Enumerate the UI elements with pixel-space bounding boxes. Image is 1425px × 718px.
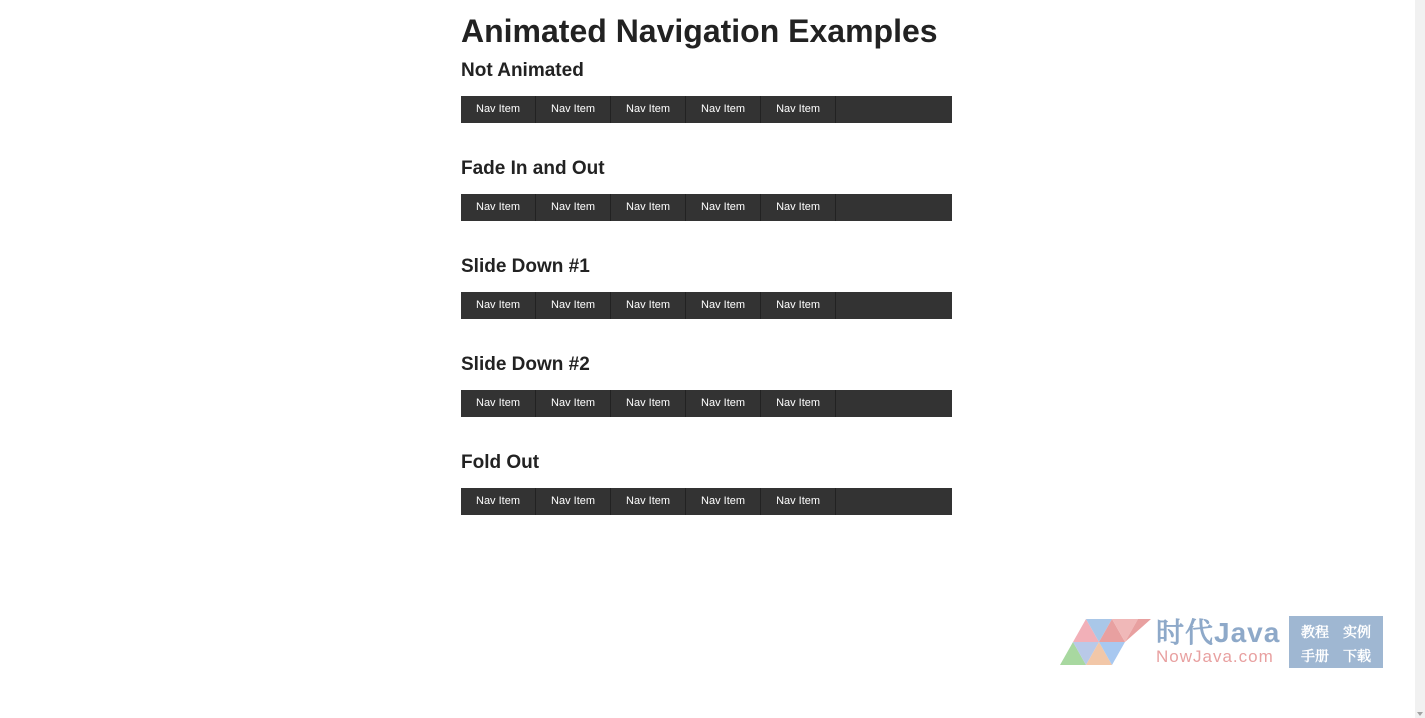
nav-item[interactable]: Nav Item: [536, 488, 611, 515]
watermark-link-examples[interactable]: 实例: [1343, 624, 1371, 640]
section-not-animated: [461, 60, 952, 123]
triangle-logo-icon: [1060, 619, 1152, 665]
nav-bar: [461, 488, 952, 515]
nav-item[interactable]: Nav Item: [536, 194, 611, 221]
nav-item[interactable]: Nav Item: [686, 390, 761, 417]
vertical-scrollbar[interactable]: [1415, 0, 1425, 718]
nav-bar: [461, 96, 952, 123]
watermark-domain: NowJava.com: [1156, 647, 1274, 666]
main-content: [461, 0, 952, 515]
nav-item[interactable]: Nav Item: [761, 96, 836, 123]
section-heading: Fold Out: [461, 452, 540, 473]
nav-item[interactable]: Nav Item: [761, 292, 836, 319]
nav-item[interactable]: Nav Item: [761, 488, 836, 515]
section-heading: Slide Down #1: [461, 256, 590, 277]
nav-item[interactable]: Nav Item: [611, 488, 686, 515]
page-title: Animated Navigation Examples: [461, 13, 938, 49]
section-slide-down-2: [461, 354, 952, 417]
nav-item[interactable]: Nav Item: [461, 194, 536, 221]
nav-item[interactable]: Nav Item: [686, 292, 761, 319]
watermark-brand: 时代Java: [1156, 617, 1281, 648]
nav-item[interactable]: Nav Item: [686, 96, 761, 123]
nav-item[interactable]: Nav Item: [761, 390, 836, 417]
nav-item[interactable]: Nav Item: [611, 292, 686, 319]
nav-item[interactable]: Nav Item: [536, 390, 611, 417]
nav-item[interactable]: Nav Item: [686, 194, 761, 221]
section-heading: Not Animated: [461, 60, 584, 81]
section-fade-in-out: [461, 158, 952, 221]
section-heading: Fade In and Out: [461, 158, 605, 179]
nav-bar: [461, 194, 952, 221]
section-fold-out: [461, 452, 952, 515]
nav-item[interactable]: Nav Item: [461, 390, 536, 417]
nav-item[interactable]: Nav Item: [761, 194, 836, 221]
nav-item[interactable]: Nav Item: [461, 292, 536, 319]
nav-bar: [461, 292, 952, 319]
nav-bar: [461, 390, 952, 417]
watermark-link-box[interactable]: [1289, 616, 1383, 668]
nav-item[interactable]: Nav Item: [611, 390, 686, 417]
section-heading: Slide Down #2: [461, 354, 590, 375]
watermark-link-tutorials[interactable]: 教程: [1301, 624, 1329, 640]
scroll-down-arrow-icon[interactable]: [1417, 712, 1423, 716]
nav-item[interactable]: Nav Item: [611, 96, 686, 123]
section-slide-down-1: [461, 256, 952, 319]
nav-item[interactable]: Nav Item: [461, 96, 536, 123]
nav-item[interactable]: Nav Item: [536, 96, 611, 123]
nowjava-watermark[interactable]: [1060, 616, 1383, 668]
watermark-link-manual[interactable]: 手册: [1301, 648, 1329, 664]
nav-item[interactable]: Nav Item: [461, 488, 536, 515]
nav-item[interactable]: Nav Item: [611, 194, 686, 221]
watermark-link-download[interactable]: 下载: [1343, 648, 1371, 664]
nav-item[interactable]: Nav Item: [686, 488, 761, 515]
nav-item[interactable]: Nav Item: [536, 292, 611, 319]
